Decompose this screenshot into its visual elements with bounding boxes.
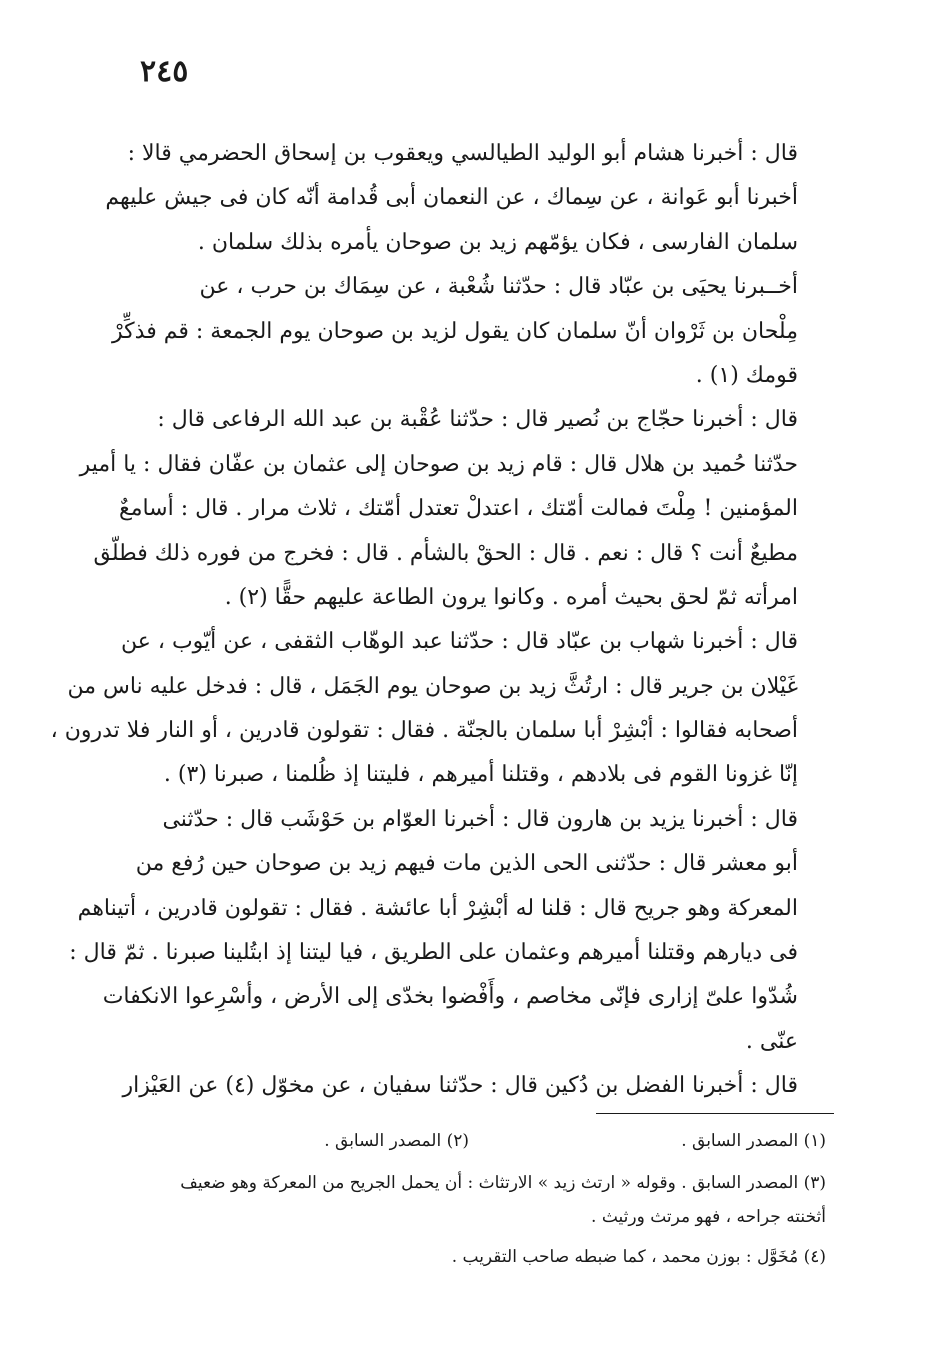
text-line: شُدّوا علىّ إزارى فإنّى مخاصم ، وأَفْضوا بخدّى إلى الأرض ، وأسْرِعوا الانكفات bbox=[102, 984, 798, 1010]
text-line: إنّا غزونا القوم فى بلادهم ، وقتلنا أميرهم ، فليتنا إذ ظُلمنا ، صبرنا (٣) . bbox=[163, 762, 798, 788]
text-line: امرأته ثمّ لحق بحيث أمره . وكانوا يرون الطاعة عليهم حقًّا (٢) . bbox=[224, 584, 798, 610]
text-line: حدّثنا حُميد بن هلال قال : قام زيد بن صوحان إلى عثمان بن عفّان فقال : يا أمير bbox=[79, 451, 798, 477]
footnote-3-line: (٣) المصدر السابق . وقوله « ارتث زيد » الارتثاث : أن يحمل الجريح من المعركة وهو ضعيف bbox=[180, 1173, 826, 1193]
footnote-row bbox=[130, 1124, 844, 1160]
text-line: مِلْحان بن ثَرْوان أنّ سلمان كان يقول لزيد بن صوحان يوم الجمعة : قم فذكِّرْ bbox=[112, 318, 798, 344]
text-line: المؤمنين ! مِلْتَ فمالت أمّتك ، اعتدلْ تعتدل أمّتك ، ثلاث مرار . قال : أسامعٌ bbox=[118, 496, 798, 522]
text-line: مطيعٌ أنت ؟ قال : نعم . قال : الحقْ بالشأم . قال : فخرج من فوره ذلك فطلّق bbox=[93, 540, 798, 566]
paragraph-4 bbox=[50, 620, 842, 798]
text-line: أصحابه فقالوا : أبْشِرْ أبا سلمان بالجنّة . فقال : تقولون قادرين ، أو النار فلا تدرون ، bbox=[50, 718, 798, 744]
text-line: قال : أخبرنا حجّاج بن نُصير قال : حدّثنا عُقْبة بن عبد الله الرفاعى قال : bbox=[157, 407, 798, 433]
text-line: أبو معشر قال : حدّثنى الحى الذين مات فيهم زيد بن صوحان حين رُفع من bbox=[135, 851, 798, 877]
text-line: فى ديارهم وقتلنا أميرهم وعثمان على الطريق ، فيا ليتنا إذ ابتُلينا صبرنا . ثمّ قال : bbox=[69, 940, 798, 966]
footnotes bbox=[130, 1124, 844, 1274]
text-line: قومك (١) . bbox=[695, 362, 798, 388]
main-text bbox=[50, 132, 842, 1109]
paragraph-6 bbox=[122, 1064, 842, 1108]
text-line: أخــبرنا يحيَى بن عبّاد قال : حدّثنا شُعْبة ، عن سِمَاك بن حرب ، عن bbox=[199, 274, 798, 300]
text-line: أخبرنا أبو عَوانة ، عن سِماك ، عن النعمان أبى قُدامة أنّه كان فى جيش عليهم bbox=[105, 185, 798, 211]
page-number: ٢٤٥ bbox=[140, 54, 189, 89]
paragraph-1 bbox=[105, 132, 842, 265]
text-line: قال : أخبرنا يزيد بن هارون قال : أخبرنا العوّام بن حَوْشَب قال : حدّثنى bbox=[162, 806, 798, 832]
paragraph-3 bbox=[79, 398, 842, 620]
text-line: غَيْلان بن جرير قال : ارتُثَّ زيد بن صوحان يوم الجَمَل ، قال : فدخل عليه ناس من bbox=[67, 673, 798, 699]
text-line: المعركة وهو جريح قال : قلنا له أبْشِرْ أبا عائشة . فقال : تقولون قادرين ، أتيناهم bbox=[77, 895, 798, 921]
footnote-2: (٢) المصدر السابق . bbox=[324, 1131, 469, 1151]
text-line: قال : أخبرنا شهاب بن عبّاد قال : حدّثنا عبد الوهّاب الثقفى ، عن أيّوب ، عن bbox=[121, 629, 798, 655]
text-line: قال : أخبرنا الفضل بن دُكين قال : حدّثنا سفيان ، عن مخوّل (٤) عن العَيْزار bbox=[122, 1073, 798, 1099]
text-line: عنّى . bbox=[745, 1028, 798, 1054]
footnote-3-line: أثخنته جراحه ، فهو مرتث ورثيث . bbox=[591, 1207, 826, 1227]
paragraph-2 bbox=[112, 265, 842, 398]
footnote-1: (١) المصدر السابق . bbox=[681, 1131, 826, 1151]
footnote-3 bbox=[130, 1166, 844, 1234]
paragraph-5 bbox=[69, 798, 842, 1064]
footnote-divider bbox=[596, 1113, 834, 1114]
text-line: سلمان الفارسى ، فكان يؤمّهم زيد بن صوحان يأمره بذلك سلمان . bbox=[197, 229, 798, 255]
text-line: قال : أخبرنا هشام أبو الوليد الطيالسي ويعقوب بن إسحاق الحضرمي قالا : bbox=[127, 141, 798, 166]
footnote-4: (٤) مُخَوَّل : بوزن محمد ، كما ضبطه صاحب التقريب . bbox=[451, 1247, 826, 1267]
